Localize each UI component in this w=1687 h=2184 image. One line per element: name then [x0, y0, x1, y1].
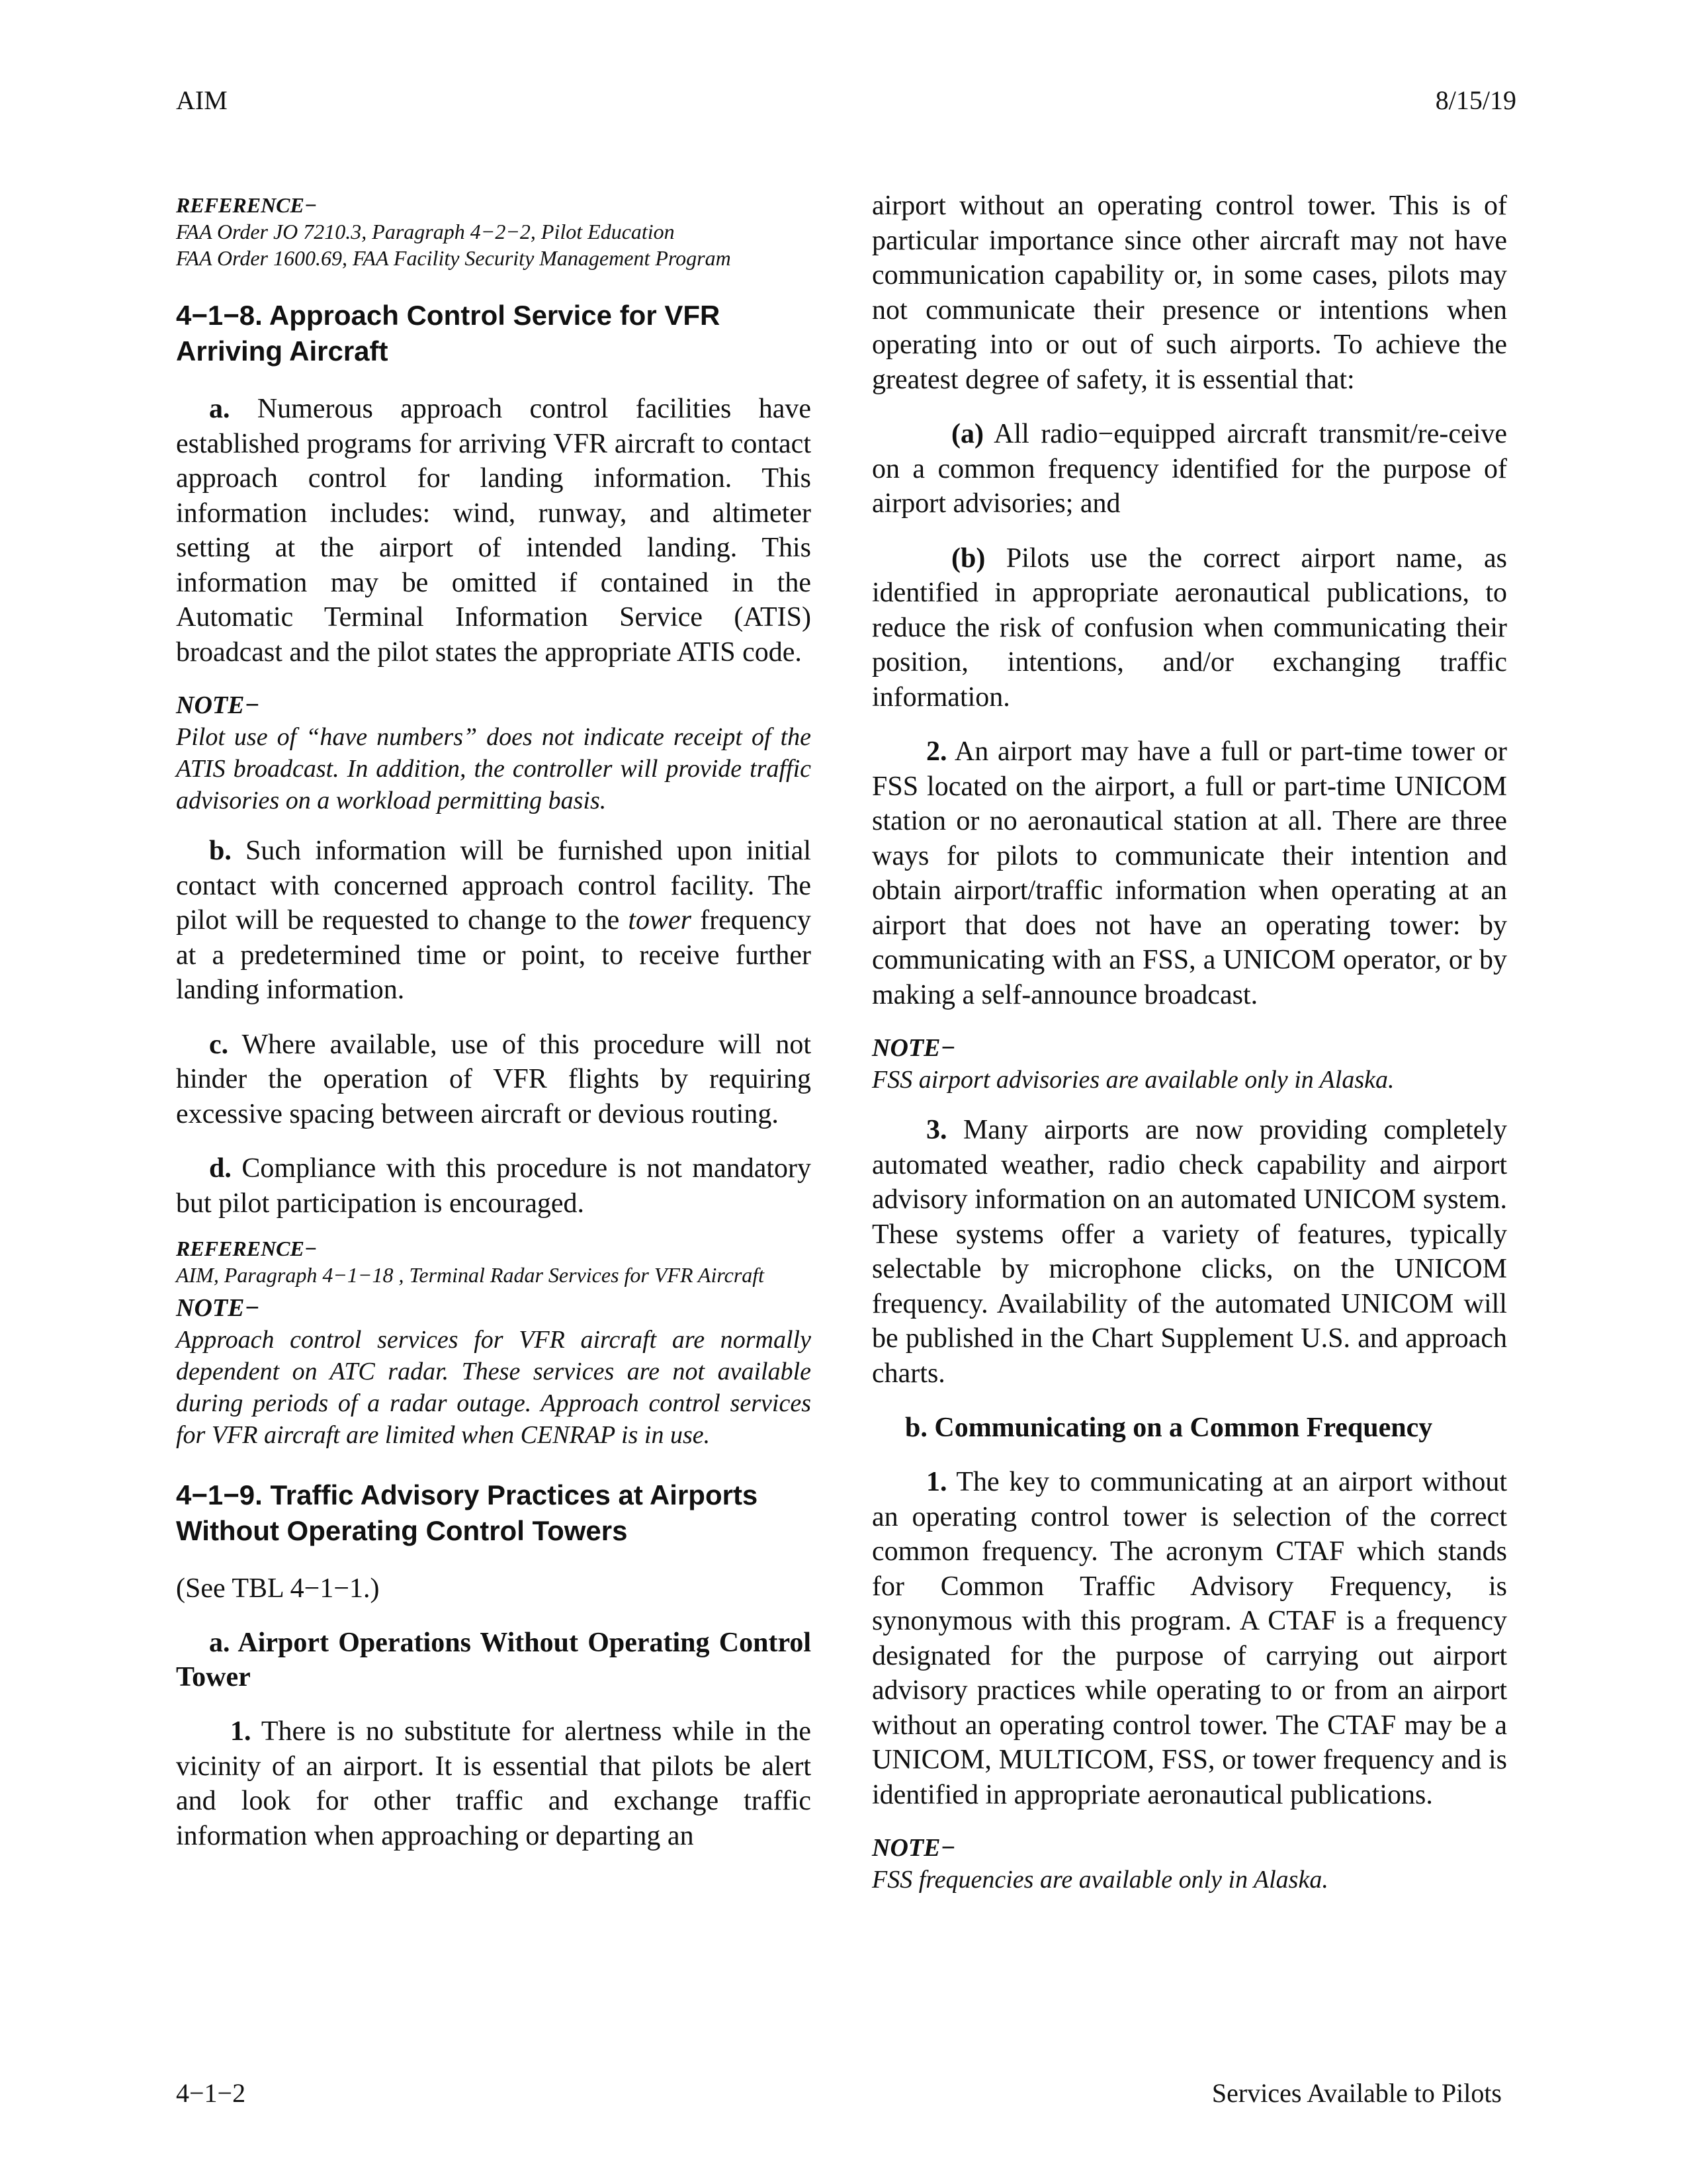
paragraph-c — [176, 1027, 811, 1132]
paragraph-a — [176, 392, 811, 670]
item-2 — [872, 734, 1507, 1012]
page-number: 4−1−2 — [176, 2078, 246, 2108]
paragraph-b — [176, 834, 811, 1008]
item-label: 1. — [230, 1716, 251, 1747]
section-heading-4-1-9: 4−1−9. Traffic Advisory Practices at Airports Without Operating Control Towers — [176, 1479, 758, 1546]
note-title: NOTE− — [872, 1034, 956, 1062]
note-block — [872, 1832, 1507, 1896]
note-text: FSS airport advisories are available only in Alaska. — [872, 1066, 1395, 1094]
note-text: Pilot use of “have numbers” does not indicate receipt of the ATIS broadcast. In addition, the controller will provide traffic advisories on a workload permitting basis. — [176, 723, 811, 814]
emphasis-text: tower — [628, 905, 691, 936]
running-header-title: AIM — [176, 85, 228, 115]
reference-line: AIM, Paragraph 4−1−18 , Terminal Radar Services for VFR Aircraft — [176, 1263, 765, 1287]
subsection-heading-b: b. Communicating on a Common Frequency — [905, 1413, 1433, 1443]
note-title: NOTE− — [872, 1834, 956, 1862]
item-label: 3. — [926, 1115, 947, 1145]
table-cross-reference: (See TBL 4−1−1.) — [176, 1573, 380, 1604]
subsection-heading-a: a. Airport Operations Without Operating Control Tower — [176, 1628, 811, 1692]
note-text: FSS frequencies are available only in Alaska. — [872, 1866, 1328, 1894]
note-title: NOTE− — [176, 691, 260, 719]
item-text: An airport may have a full or part-time tower or FSS located on the airport, a full or part-time UNICOM station or no aeronautical station at all. There are three ways for pilots to communicate their intention and obtain airport/traffic information when operating at an airport that does not have an operating tower: by communicating with an FSS, a UNICOM operator, or by making a self-announce broadcast. — [872, 736, 1507, 1010]
note-title: NOTE− — [176, 1294, 260, 1322]
reference-title: REFERENCE− — [176, 193, 318, 217]
note-block — [176, 689, 811, 816]
paragraph-label: d. — [209, 1153, 232, 1184]
running-header-date: 8/15/19 — [1435, 85, 1516, 115]
note-block — [176, 1292, 811, 1451]
item-label: (a) — [951, 419, 984, 449]
item-1 — [176, 1714, 811, 1853]
note-block — [872, 1032, 1507, 1096]
item-text: Pilots use the correct airport name, as identified in appropriate aeronautical publications, to reduce the risk of confusion when communicating their position, intentions, and/or exchanging traffic information. — [872, 543, 1507, 713]
item-label: 2. — [926, 736, 947, 767]
sub-item-b — [872, 541, 1507, 715]
item-1 — [872, 1465, 1507, 1812]
item-text: There is no substitute for alertness while in the vicinity of an airport. It is essential that pilots be alert and look for other traffic and exchange traffic information when approaching or departing an — [176, 1716, 811, 1851]
paragraph-d — [176, 1151, 811, 1221]
right-column — [872, 189, 1507, 1913]
item-1-continued: airport without an operating control tower. This is of particular importance since other aircraft may not have communication capability or, in some cases, pilots may not communicate their presence or intentions when operating into or out of such airports. To achieve the greatest degree of safety, it is essential that: — [872, 191, 1507, 395]
item-label: (b) — [951, 543, 986, 574]
item-text: Many airports are now providing completely automated weather, radio check capability and airport advisory information on an automated UNICOM system. These systems offer a variety of features, typically selectable by microphone clicks, on the UNICOM frequency. Availability of the automated UNICOM will be published in the Chart Supplement U.S. and approach charts. — [872, 1115, 1508, 1389]
reference-line: FAA Order 1600.69, FAA Facility Security Management Program — [176, 246, 731, 270]
item-label: 1. — [926, 1467, 947, 1497]
item-text: All radio−equipped aircraft transmit/re-ceive on a common frequency identified for the purpose of airport advisories; and — [872, 419, 1507, 519]
paragraph-label: b. — [209, 836, 232, 866]
reference-title: REFERENCE− — [176, 1237, 318, 1260]
paragraph-text: Numerous approach control facilities have established programs for arriving VFR aircraft to contact approach control for landing information. This information includes: wind, runway, and altimeter setting at the airport of intended landing. This information may be omitted if contained in the Automatic Terminal Information Service (ATIS) broadcast and the pilot states the appropriate ATIS code. — [176, 394, 811, 668]
paragraph-label: c. — [209, 1029, 229, 1060]
item-3 — [872, 1113, 1507, 1391]
paragraph-text: Where available, use of this procedure will not hinder the operation of VFR flights by requiring excessive spacing between aircraft or devious routing. — [176, 1029, 811, 1129]
section-heading-4-1-8: 4−1−8. Approach Control Service for VFR Arriving Aircraft — [176, 300, 720, 367]
item-text: The key to communicating at an airport without an operating control tower is selection of the correct common frequency. The acronym CTAF which stands for Common Traffic Advisory Frequency, is synonymous with this program. A CTAF is a frequency designated for the purpose of carrying out airport advisory practices while operating to or from an airport without an operating control tower. The CTAF may be a UNICOM, MULTICOM, FSS, or tower frequency and is identified in appropriate aeronautical publications. — [872, 1467, 1507, 1810]
reference-line: FAA Order JO 7210.3, Paragraph 4−2−2, Pilot Education — [176, 220, 675, 243]
sub-item-a — [872, 417, 1507, 521]
paragraph-text: Compliance with this procedure is not mandatory but pilot participation is encouraged. — [176, 1153, 811, 1219]
reference-block — [176, 192, 811, 271]
reference-block — [176, 1235, 811, 1288]
left-column — [176, 192, 811, 1873]
chapter-title-footer: Services Available to Pilots — [1211, 2078, 1502, 2108]
note-text: Approach control services for VFR aircraft are normally dependent on ATC radar. These services are not available during periods of a radar outage. Approach control services for VFR aircraft are limited when CENRAP is in use. — [176, 1326, 811, 1449]
paragraph-text: frequency at a predetermined time or point, to receive further landing information. — [176, 905, 812, 1005]
paragraph-text: Such information will be furnished upon initial contact with concerned approach control facility. The pilot will be requested to change to the — [176, 836, 811, 936]
paragraph-label: a. — [209, 394, 230, 424]
